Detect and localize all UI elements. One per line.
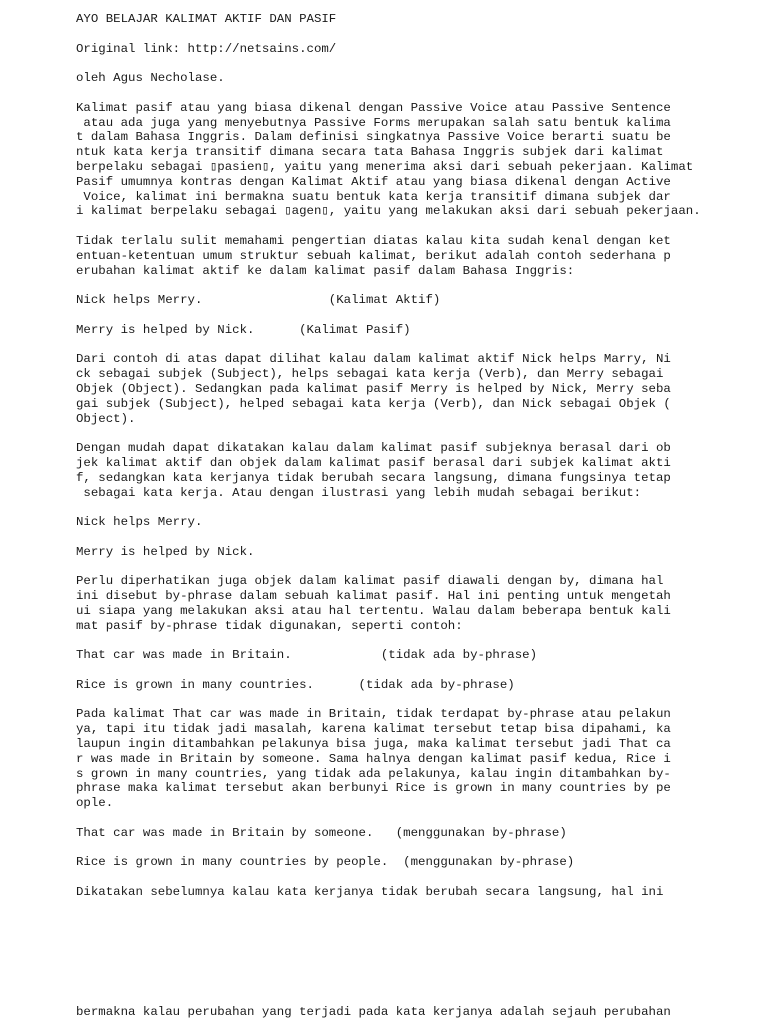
text-line: Tidak terlalu sulit memahami pengertian diatas kalau kita sudah kenal dengan ket: [76, 233, 671, 248]
text-line: That car was made in Britain by someone. (menggunakan by-phrase): [76, 825, 567, 840]
text-line: Voice, kalimat ini bermakna suatu bentuk kata kerja transitif dimana subjek dar: [76, 189, 671, 204]
text-line: laupun ingin ditambahkan pelakunya bisa juga, maka kalimat tersebut jadi That ca: [76, 737, 671, 752]
text-line: i kalimat berpelaku sebagai ▯agen▯, yaitu yang melakukan aksi dari sebuah pekerjaan.: [76, 204, 701, 219]
document-body: [76, 12, 756, 915]
text-line: Merry is helped by Nick. (Kalimat Pasif): [76, 322, 411, 337]
paragraph: [76, 707, 756, 811]
text-line: phrase maka kalimat tersebut akan berbunyi Rice is grown in many countries by pe: [76, 781, 671, 796]
paragraph: [76, 42, 756, 57]
paragraph: [76, 648, 756, 663]
text-line: Kalimat pasif atau yang biasa dikenal dengan Passive Voice atau Passive Sentence: [76, 100, 671, 115]
text-line: gai subjek (Subject), helped sebagai kata kerja (Verb), dan Nick sebagai Objek (: [76, 396, 671, 411]
paragraph: [76, 323, 756, 338]
text-line: entuan-ketentuan umum struktur sebuah kalimat, berikut adalah contoh sederhana p: [76, 248, 671, 263]
text-line: mat pasif by-phrase tidak digunakan, seperti contoh:: [76, 618, 463, 633]
text-line: ntuk kata kerja transitif dimana secara tata Bahasa Inggris subjek dari kalimat: [76, 145, 664, 160]
paragraph: [76, 441, 756, 500]
text-line: oleh Agus Necholase.: [76, 71, 225, 86]
text-line: r was made in Britain by someone. Sama halnya dengan kalimat pasif kedua, Rice i: [76, 751, 671, 766]
text-line: AYO BELAJAR KALIMAT AKTIF DAN PASIF: [76, 12, 337, 26]
paragraph: [76, 574, 756, 633]
text-line: Objek (Object). Sedangkan pada kalimat pasif Merry is helped by Nick, Merry seba: [76, 381, 671, 396]
paragraph: [76, 826, 756, 841]
text-line: Dari contoh di atas dapat dilihat kalau dalam kalimat aktif Nick helps Marry, Ni: [76, 352, 671, 367]
text-line: Perlu diperhatikan juga objek dalam kalimat pasif diawali dengan by, dimana hal: [76, 574, 664, 589]
paragraph: [76, 293, 756, 308]
text-line: s grown in many countries, yang tidak ada pelakunya, kalau ingin ditambahkan by-: [76, 766, 671, 781]
paragraph: [76, 352, 756, 426]
text-line: atau ada juga yang menyebutnya Passive Forms merupakan salah satu bentuk kalima: [76, 115, 671, 130]
text-line: ui siapa yang melakukan aksi atau hal tertentu. Walau dalam beberapa bentuk kali: [76, 603, 671, 618]
text-line: ini disebut by-phrase dalam sebuah kalimat pasif. Hal ini penting untuk mengetah: [76, 589, 671, 604]
paragraph: [76, 234, 756, 278]
page-bottom-line: bermakna kalau perubahan yang terjadi pada kata kerjanya adalah sejauh perubahan: [76, 1005, 671, 1019]
text-line: Nick helps Merry. (Kalimat Aktif): [76, 293, 441, 308]
text-line: Dengan mudah dapat dikatakan kalau dalam kalimat pasif subjeknya berasal dari ob: [76, 441, 671, 456]
text-line: erubahan kalimat aktif ke dalam kalimat pasif dalam Bahasa Inggris:: [76, 263, 575, 278]
text-line: ople.: [76, 796, 114, 811]
text-line: That car was made in Britain. (tidak ada by-phrase): [76, 648, 538, 663]
text-line: Pada kalimat That car was made in Britain, tidak terdapat by-phrase atau pelakun: [76, 707, 671, 722]
paragraph: [76, 855, 756, 870]
paragraph: [76, 71, 756, 86]
text-line: Original link: http://netsains.com/: [76, 41, 337, 56]
text-line: t dalam Bahasa Inggris. Dalam definisi singkatnya Passive Voice berarti suatu be: [76, 130, 671, 145]
text-line: Nick helps Merry.: [76, 515, 203, 530]
text-line: ck sebagai subjek (Subject), helps sebagai kata kerja (Verb), dan Merry sebagai: [76, 367, 664, 382]
text-line: sebagai kata kerja. Atau dengan ilustrasi yang lebih mudah sebagai berikut:: [76, 485, 642, 500]
text-line: ya, tapi itu tidak jadi masalah, karena kalimat tersebut tetap bisa dipahami, ka: [76, 722, 671, 737]
paragraph: [76, 101, 756, 219]
document-title: [76, 12, 756, 27]
text-line: Merry is helped by Nick.: [76, 544, 255, 559]
text-line: jek kalimat aktif dan objek dalam kalimat pasif berasal dari subjek kalimat akti: [76, 455, 671, 470]
text-line: Rice is grown in many countries by people. (menggunakan by-phrase): [76, 855, 575, 870]
paragraph: [76, 545, 756, 560]
paragraph: [76, 678, 756, 693]
text-line: Dikatakan sebelumnya kalau kata kerjanya tidak berubah secara langsung, hal ini: [76, 885, 664, 900]
text-line: berpelaku sebagai ▯pasien▯, yaitu yang menerima aksi dari sebuah pekerjaan. Kalimat: [76, 159, 694, 174]
paragraph: [76, 515, 756, 530]
text-line: f, sedangkan kata kerjanya tidak berubah secara langsung, dimana fungsinya tetap: [76, 470, 671, 485]
text-line: Pasif umumnya kontras dengan Kalimat Aktif atau yang biasa dikenal dengan Active: [76, 174, 671, 189]
text-line: Rice is grown in many countries. (tidak ada by-phrase): [76, 677, 515, 692]
paragraph: [76, 885, 756, 900]
text-line: Object).: [76, 411, 136, 426]
